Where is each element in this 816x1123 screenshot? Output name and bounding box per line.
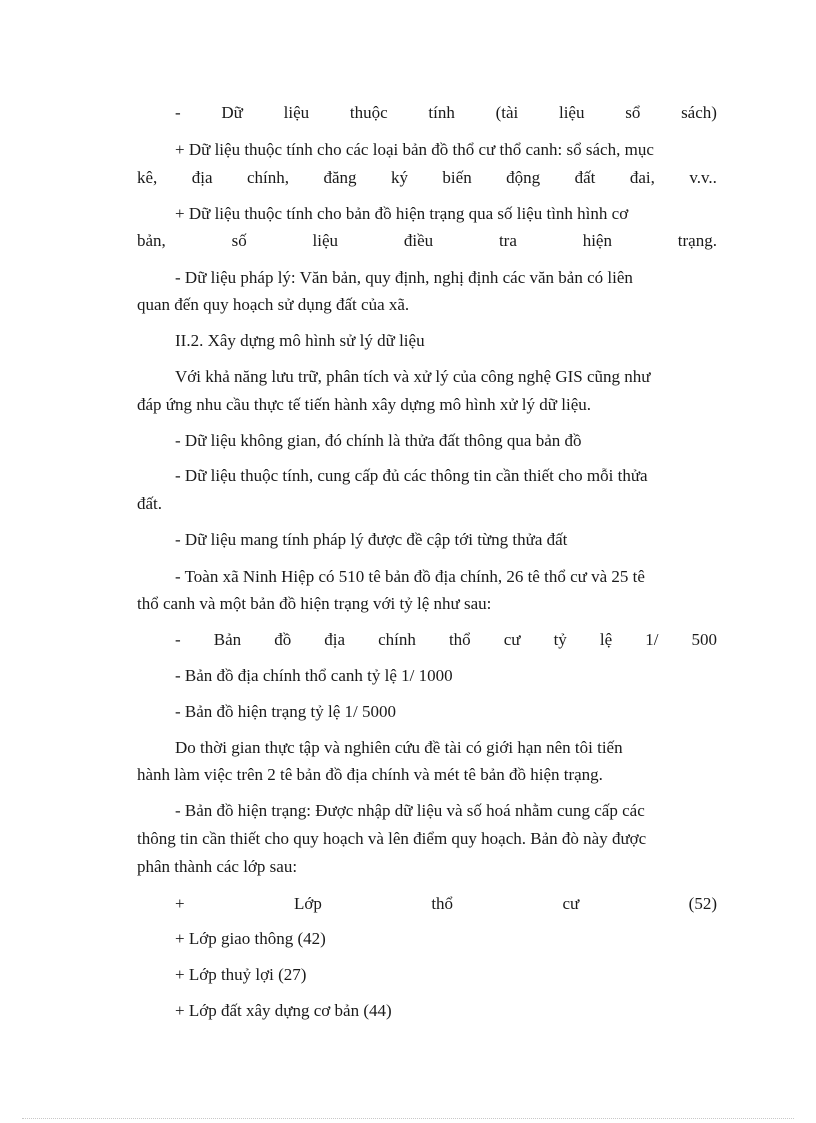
word: (52) [688, 894, 717, 913]
word: - [175, 103, 181, 122]
paragraph-line-26: + Lớp giao thông (42) [175, 929, 326, 948]
page-bottom-rule [22, 1118, 794, 1119]
word: liệu [283, 103, 310, 122]
word: tra [498, 231, 517, 250]
word: số [231, 231, 247, 250]
word: cư [562, 894, 580, 913]
word: Lớp [294, 894, 322, 913]
paragraph-line-22: - Bản đồ hiện trạng: Được nhập dữ liệu và số hoá nhằm cung cấp các [175, 801, 645, 820]
section-heading: II.2. Xây dựng mô hình sử lý dữ liệu [175, 331, 425, 350]
paragraph-line-6: - Dữ liệu pháp lý: Văn bản, quy định, nghị định các văn bản có liên [175, 268, 633, 287]
word: v.v.. [689, 168, 717, 187]
paragraph-line-27: + Lớp thuỷ lợi (27) [175, 965, 307, 984]
word: biến [442, 168, 472, 187]
word: chính [378, 630, 416, 649]
paragraph-line-12: - Dữ liệu thuộc tính, cung cấp đủ các thông tin cần thiết cho mỗi thửa [175, 466, 648, 485]
word: + [175, 894, 185, 913]
word: địa [191, 168, 213, 187]
word: 1/ [645, 630, 659, 649]
paragraph-line-14: - Dữ liệu mang tính pháp lý được đề cập tới từng thửa đất [175, 530, 568, 549]
word: địa [324, 630, 346, 649]
paragraph-line-4: + Dữ liệu thuộc tính cho bản đồ hiện trạng qua số liệu tình hình cơ [175, 204, 629, 223]
word: động [506, 168, 541, 187]
word: lệ [599, 630, 613, 649]
word: sổ [625, 103, 641, 122]
paragraph-line-23: thông tin cần thiết cho quy hoạch và lên điểm quy hoạch. Bản đò này được [137, 829, 647, 848]
word: liệu [558, 103, 585, 122]
paragraph-line-17 [175, 629, 717, 651]
word: ký [390, 168, 408, 187]
word: thổ [448, 630, 471, 649]
word: đồ [274, 630, 292, 649]
word: đất [574, 168, 596, 187]
word: hiện [582, 231, 612, 250]
word: liệu [312, 231, 339, 250]
word: thuộc [349, 103, 388, 122]
word: điều [403, 231, 434, 250]
word: 500 [691, 630, 717, 649]
paragraph-line-2: + Dữ liệu thuộc tính cho các loại bản đồ thổ cư thổ canh: sổ sách, mục [175, 140, 654, 159]
word: đai, [629, 168, 655, 187]
word: (tài [495, 103, 519, 122]
paragraph-line-7: quan đến quy hoạch sử dụng đất của xã. [137, 295, 410, 314]
paragraph-line-1 [175, 102, 717, 124]
paragraph-line-5 [137, 230, 717, 252]
paragraph-line-28: + Lớp đất xây dựng cơ bản (44) [175, 1001, 392, 1020]
paragraph-line-13: đất. [137, 494, 163, 513]
word: Bản [213, 630, 242, 649]
paragraph-line-15: - Toàn xã Ninh Hiệp có 510 tê bản đồ địa chính, 26 tê thổ cư và 25 tê [175, 567, 645, 586]
paragraph-line-21: hành làm việc trên 2 tê bản đồ địa chính và mét tê bản đồ hiện trạng. [137, 765, 603, 784]
word: bản, [137, 231, 166, 250]
word: trạng. [677, 231, 717, 250]
word: tính [428, 103, 455, 122]
word: kê, [137, 168, 158, 187]
word: Dữ [221, 103, 243, 122]
word: - [175, 630, 181, 649]
word: sách) [681, 103, 717, 122]
word: tỷ [553, 630, 567, 649]
paragraph-line-18: - Bản đồ địa chính thổ canh tỷ lệ 1/ 1000 [175, 666, 453, 685]
paragraph-line-25 [175, 893, 717, 915]
word: chính, [246, 168, 290, 187]
paragraph-line-9: Với khả năng lưu trữ, phân tích và xử lý của công nghệ GIS cũng như [175, 367, 651, 386]
word: đăng [323, 168, 357, 187]
word: cư [503, 630, 521, 649]
paragraph-line-11: - Dữ liệu không gian, đó chính là thửa đất thông qua bản đồ [175, 431, 582, 450]
paragraph-line-24: phân thành các lớp sau: [137, 857, 298, 876]
paragraph-line-10: đáp ứng nhu cầu thực tế tiến hành xây dựng mô hình xử lý dữ liệu. [137, 395, 591, 414]
word: thổ [431, 894, 454, 913]
paragraph-line-19: - Bản đồ hiện trạng tỷ lệ 1/ 5000 [175, 702, 396, 721]
paragraph-line-16: thổ canh và một bản đồ hiện trạng với tỷ lệ như sau: [137, 594, 492, 613]
paragraph-line-20: Do thời gian thực tập và nghiên cứu đề tài có giới hạn nên tôi tiến [175, 738, 623, 757]
paragraph-line-3 [137, 167, 717, 189]
